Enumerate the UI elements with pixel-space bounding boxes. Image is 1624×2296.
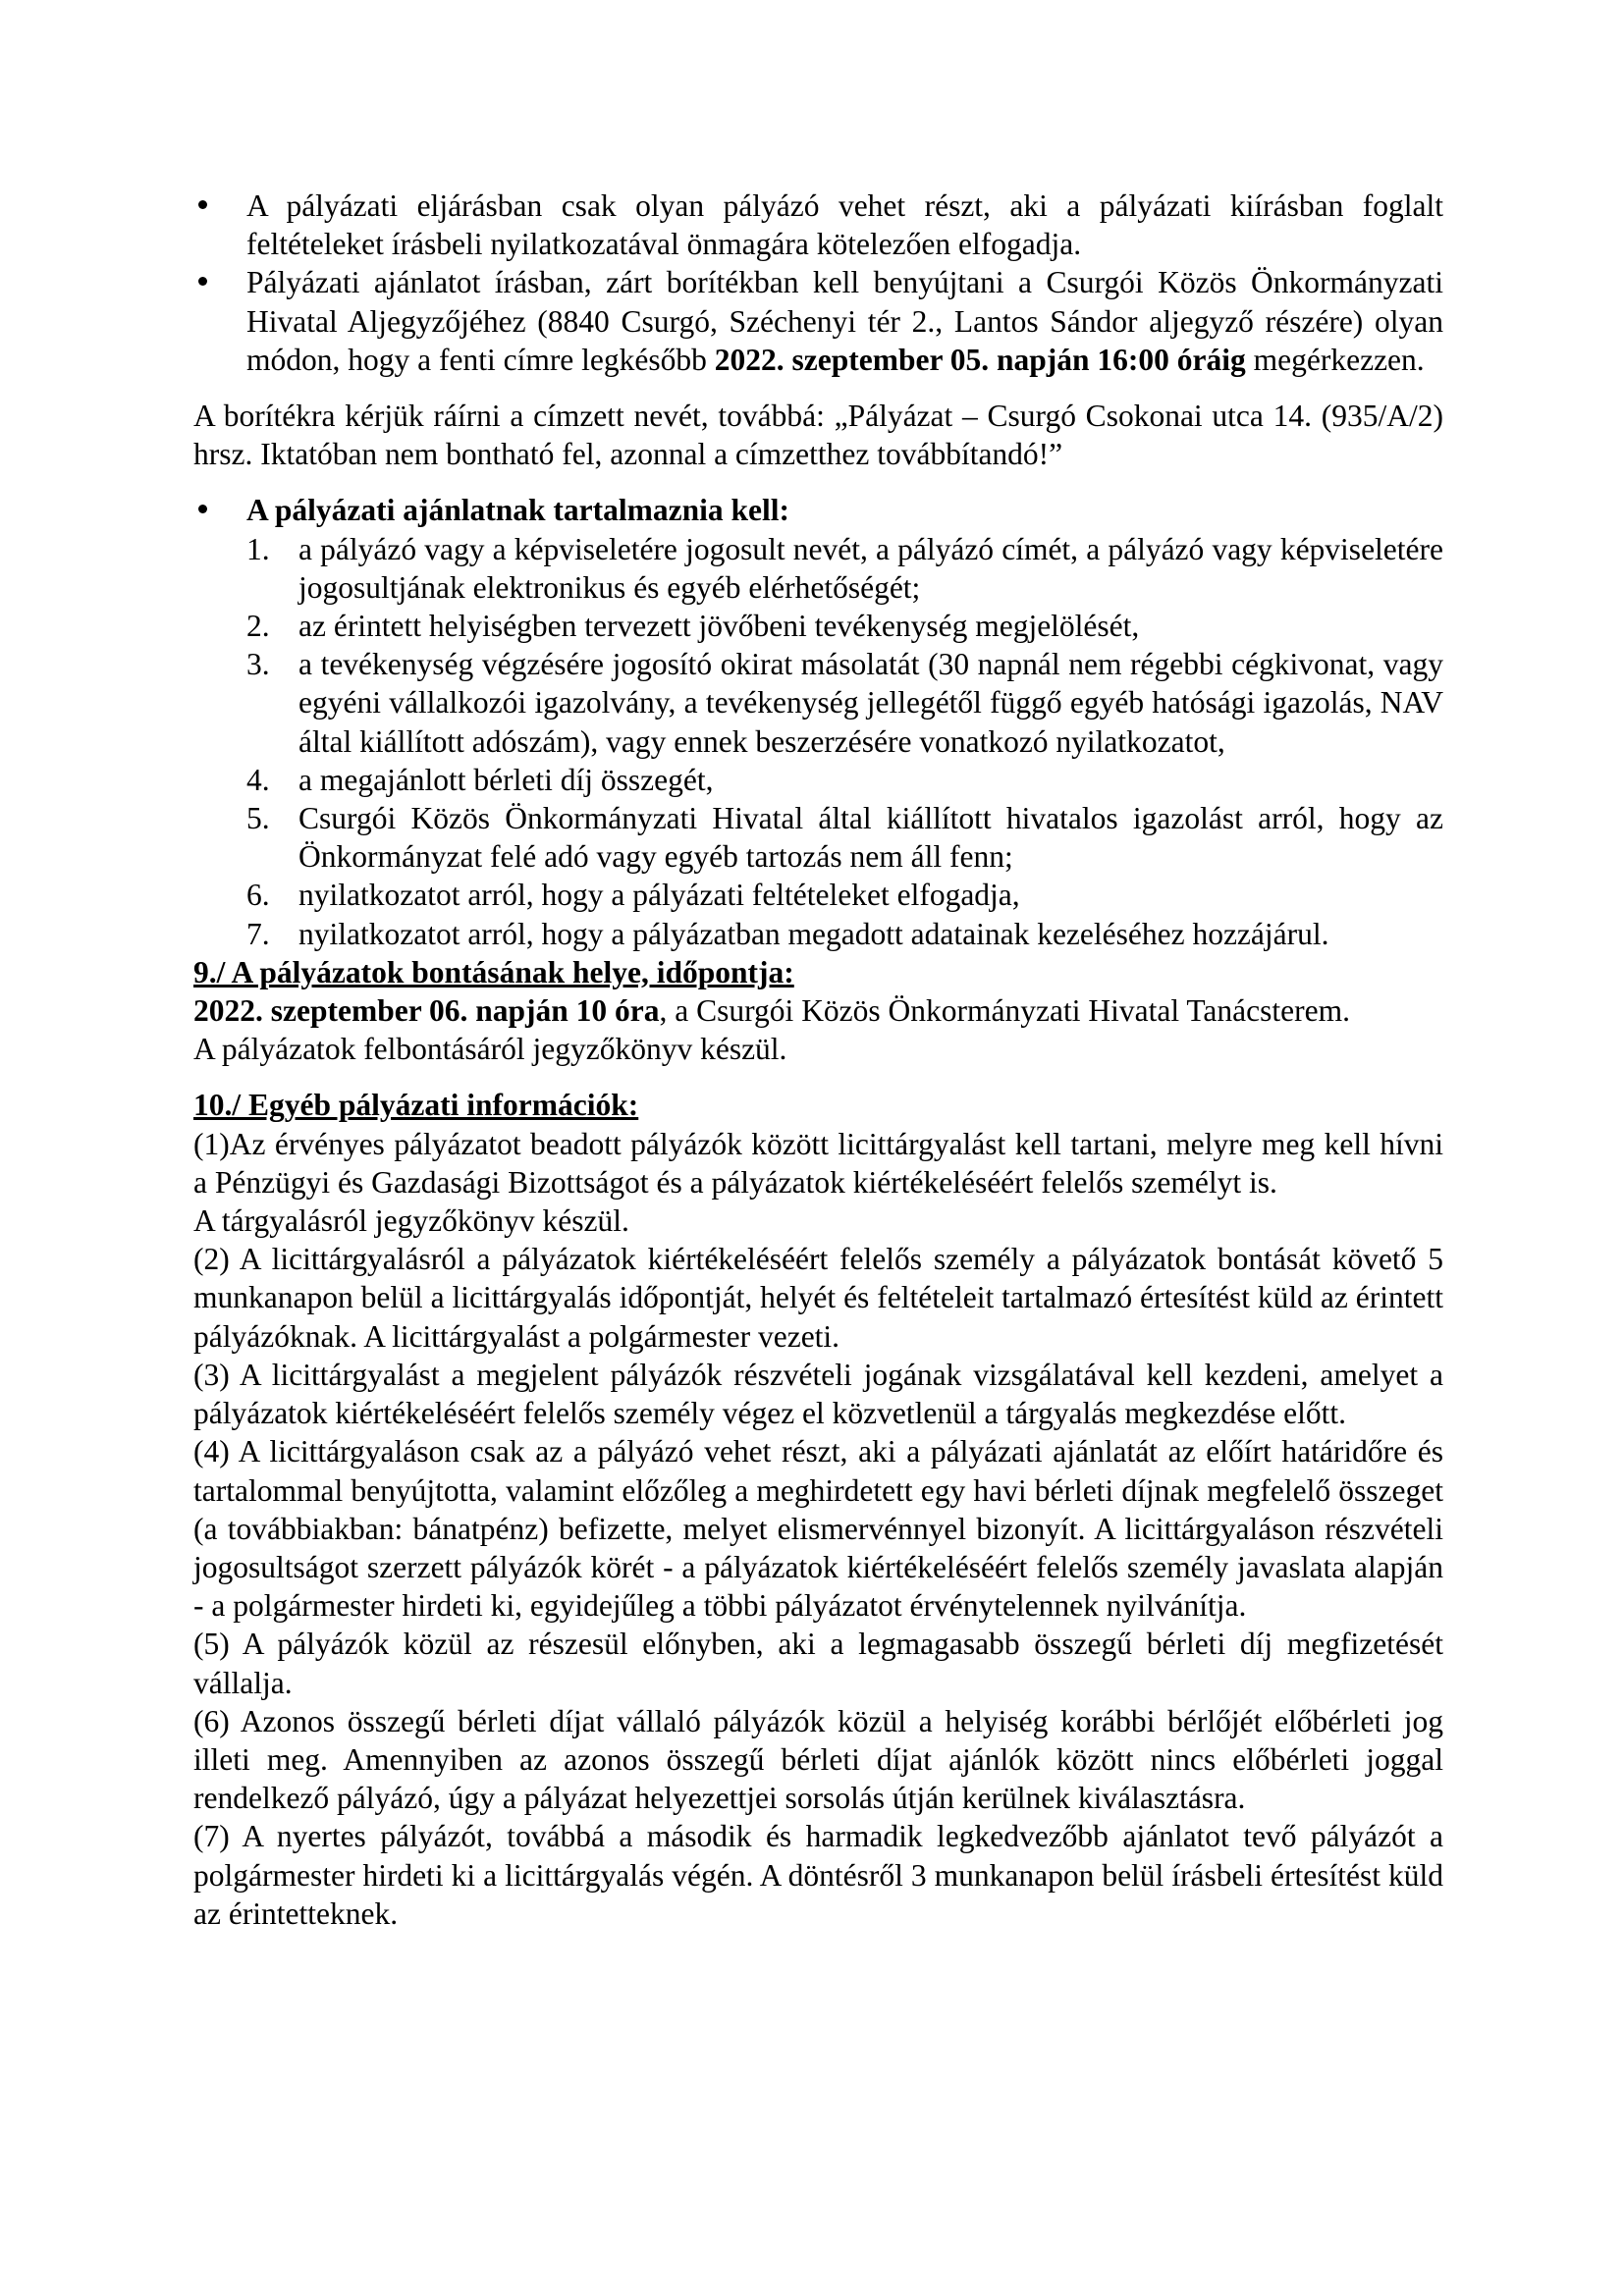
section-10-paragraph: (4) A licittárgyaláson csak az a pályázó vehet részt, aki a pályázati ajánlatát az előírt határidőre és tartalommal benyújtotta, valamint előzőleg a meghirdetett egy havi bérleti díjnak megfelelő összeget (a továbbiakban: bánatpénz) befizette, melyet elismervénnyel bizonyít. A licittárgyaláson részvételi jogosultságot szerzett pályázók körét - a pályázatok kiértékeléséért felelős személy javaslata alapján - a polgármester hirdeti ki, egyidejűleg a többi pályázatot érvénytelennek nyilvánítja. — [193, 1434, 1443, 1624]
section-10-heading: 10./ Egyéb pályázati információk: — [193, 1088, 639, 1123]
opening-minutes: A pályázatok felbontásáról jegyzőkönyv készül. — [193, 1032, 787, 1067]
section-10-paragraph: (7) A nyertes pályázót, továbbá a második és harmadik legkedvezőbb ajánlatot tevő pályázót a polgármester hirdeti ki a licittárgyalás végén. A döntésről 3 munkanapon belül írásbeli értesítést küld az érintetteknek. — [193, 1819, 1443, 1931]
envelope-note: A borítékra kérjük ráírni a címzett nevét, továbbá: „Pályázat – Csurgó Csokonai utca 14. (935/A/2) hrsz. Iktatóban nem bontható fel, azonnal a címzetthez továbbítandó!” — [193, 399, 1443, 472]
section-9-heading: 9./ A pályázatok bontásának helye, időpontja: — [193, 954, 794, 989]
requirements-bullet — [193, 491, 1443, 529]
bullet-text: Pályázati ajánlatot írásban, zárt borítékban kell benyújtani a Csurgói Közös Önkormányzati Hivatal Aljegyzőjéhez (8840 Csurgó, Széchenyi tér 2., Lantos Sándor aljegyző részére) olyan módon, hogy a fenti címre legkésőbb 2022. szeptember 05. napján 16:00 óráig megérkezzen. — [246, 265, 1443, 377]
requirements-list — [246, 530, 1443, 953]
document-page — [193, 187, 1443, 1933]
section-10-paragraph: (1)Az érvényes pályázatot beadott pályázók között licittárgyalást kell tartani, melyre meg kell hívni a Pénzügyi és Gazdasági Bizottságot és a pályázatok kiértékeléséért felelős személyt is. — [193, 1126, 1443, 1200]
deadline-bold: 2022. szeptember 05. napján 16:00 óráig — [714, 342, 1246, 377]
list-item: 1. a pályázó vagy a képviseletére jogosult nevét, a pályázó címét, a pályázó vagy képviseletére jogosultjának elektronikus és egyéb elérhetőségét; — [246, 531, 1443, 605]
opening-date: 2022. szeptember 06. napján 10 óra, a Csurgói Közös Önkormányzati Hivatal Tanácsterem. — [193, 993, 1350, 1029]
bullet-item — [193, 491, 1443, 529]
bullet-item — [193, 187, 1443, 263]
bullet-text: A pályázati eljárásban csak olyan pályázó vehet részt, aki a pályázati kiírásban foglalt feltételeket írásbeli nyilatkozatával önmagára kötelezően elfogadja. — [246, 188, 1443, 262]
requirements-title: A pályázati ajánlatnak tartalmaznia kell: — [246, 493, 789, 528]
list-item: 2. az érintett helyiségben tervezett jövőbeni tevékenység megjelölését, — [246, 609, 1140, 644]
section-10-paragraph: A tárgyalásról jegyzőkönyv készül. — [193, 1203, 629, 1239]
list-item: 3. a tevékenység végzésére jogosító okirat másolatát (30 napnál nem régebbi cégkivonat, vagy egyéni vállalkozói igazolvány, a tevékenység jellegétől függő egyéb hatósági igazolás, NAV által kiállított adószám), vagy ennek beszerzésére vonatkozó nyilatkozatot, — [246, 647, 1443, 759]
section-10-paragraph: (2) A licittárgyalásról a pályázatok kiértékeléséért felelős személy a pályázatok bontását követő 5 munkanapon belül a licittárgyalás időpontját, helyét és feltételeit tartalmazó értesítést küld az érintett pályázóknak. A licittárgyalást a polgármester vezeti. — [193, 1242, 1443, 1354]
list-item: 4. a megajánlott bérleti díj összegét, — [246, 762, 714, 797]
list-item: 6. nyilatkozatot arról, hogy a pályázati feltételeket elfogadja, — [246, 878, 1020, 913]
list-item: 7. nyilatkozatot arról, hogy a pályázatban megadott adatainak kezeléséhez hozzájárul. — [246, 916, 1329, 951]
section-10-paragraph: (5) A pályázók közül az részesül előnyben, aki a legmagasabb összegű bérleti díj megfizetését vállalja. — [193, 1627, 1443, 1700]
section-10-paragraph: (3) A licittárgyalást a megjelent pályázók részvételi jogának vizsgálatával kell kezdeni, amelyet a pályázatok kiértékeléséért felelős személy végez el közvetlenül a tárgyalás megkezdése előtt. — [193, 1357, 1443, 1431]
conditions-bullet-list — [193, 187, 1443, 379]
list-item: 5. Csurgói Közös Önkormányzati Hivatal által kiállított hivatalos igazolást arról, hogy az Önkormányzat felé adó vagy egyéb tartozás nem áll fenn; — [246, 801, 1443, 875]
bullet-item — [193, 263, 1443, 379]
section-10-paragraph: (6) Azonos összegű bérleti díjat vállaló pályázók közül a helyiség korábbi bérlőjét előbérleti jog illeti meg. Amennyiben az azonos összegű bérleti díjat ajánlók között nincs előbérleti joggal rendelkező pályázó, úgy a pályázat helyezettjei sorsolás útján kerülnek kiválasztásra. — [193, 1703, 1443, 1816]
